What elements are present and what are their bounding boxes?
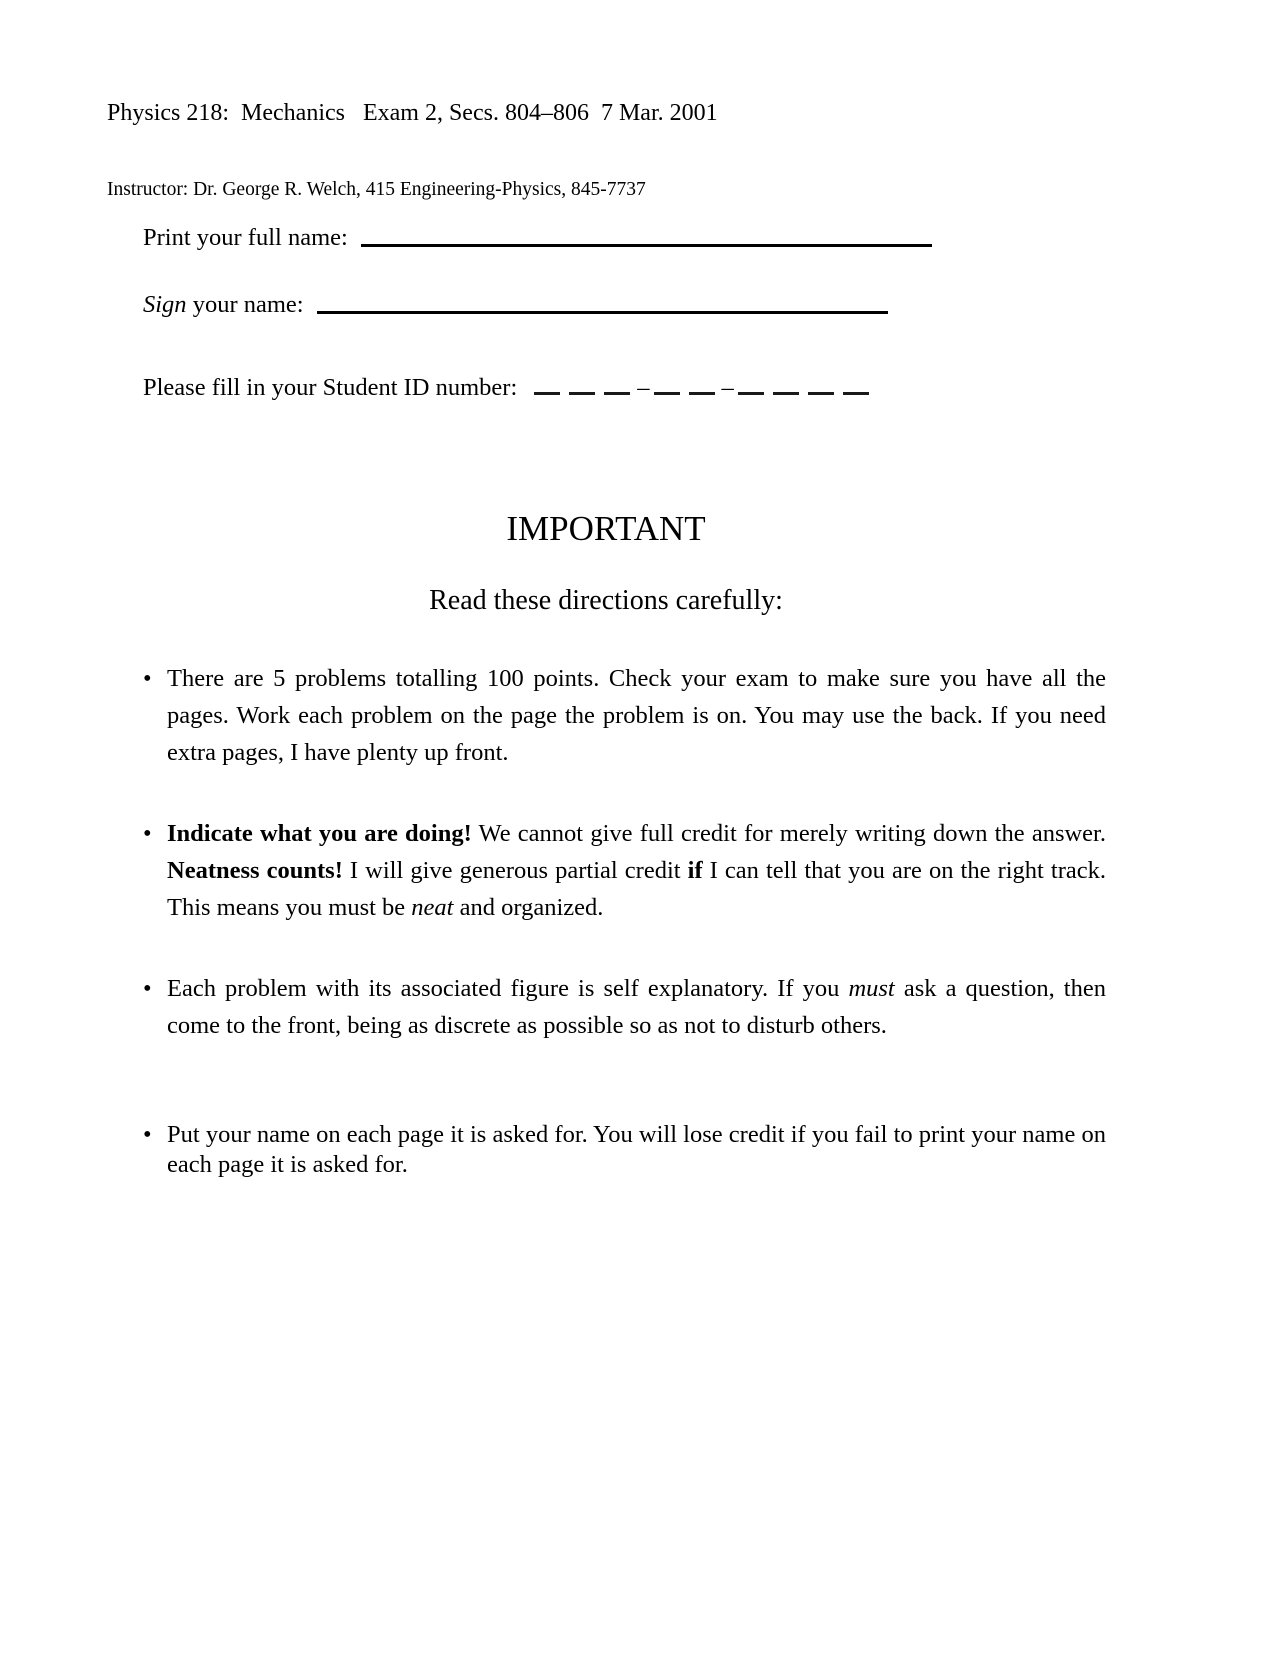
- direction-text: [167, 1121, 1106, 1178]
- bold-text: Indicate what you are doing!: [167, 820, 472, 847]
- id-group-separator: –: [637, 374, 650, 401]
- plain-text: There are 5 problems totalling 100 points. Check your exam to make sure you have all the pages. Work each problem on the page the problem is on. You may use the back. If you need extra pages, I have plenty up front.: [167, 665, 1106, 766]
- direction-text: [167, 975, 1106, 1039]
- id-group-separator: –: [721, 374, 734, 401]
- plain-text: Put your name on each page it is asked for. You will lose credit if you fail to print your name on each page it is asked for.: [167, 1121, 1106, 1178]
- id-digit-blank: [738, 391, 764, 395]
- id-digit-blank: [843, 391, 869, 395]
- bold-text: Neatness counts!: [167, 857, 343, 884]
- student-id-row: [143, 372, 878, 404]
- print-name-label: Print your full name:: [143, 224, 348, 251]
- plain-text: ask a question, then come to the front, being as discrete as possible so as not to disturb others.: [167, 975, 1106, 1039]
- direction-item: [143, 970, 1106, 1044]
- id-digit-blank: [689, 391, 715, 395]
- document-header: [107, 62, 718, 238]
- print-name-blank-line: [361, 222, 932, 247]
- plain-text: Each problem with its associated figure is self explanatory. If you: [167, 975, 849, 1002]
- plain-text: I can tell that you are on the right track. This means you must be: [167, 857, 1107, 921]
- course-title: Physics 218: Mechanics Exam 2, Secs. 804–806 7 Mar. 2001: [107, 100, 718, 126]
- id-digit-blank: [569, 391, 595, 395]
- direction-text: [167, 665, 1106, 766]
- id-digit-blank: [604, 391, 630, 395]
- plain-text: and organized.: [453, 894, 604, 921]
- id-digit-blank: [773, 391, 799, 395]
- direction-item: [143, 1120, 1106, 1180]
- italic-text: must: [848, 975, 895, 1002]
- plain-text: We cannot give full credit for merely writing down the answer.: [471, 820, 1106, 847]
- direction-item: [143, 660, 1106, 771]
- sign-rest: your name:: [186, 291, 304, 318]
- sign-name-blank-line: [317, 289, 888, 314]
- direction-text: [167, 820, 1106, 921]
- directions-list: [143, 660, 1106, 1224]
- student-id-label: Please fill in your Student ID number:: [143, 374, 518, 401]
- direction-item: [143, 815, 1106, 926]
- sign-name-row: [143, 289, 888, 321]
- sign-name-label: [143, 289, 304, 321]
- student-id-blanks: [534, 372, 878, 404]
- id-digit-blank: [808, 391, 834, 395]
- instructor-line: Instructor: Dr. George R. Welch, 415 Engineering-Physics, 845-7737: [107, 179, 646, 200]
- italic-text: neat: [411, 894, 454, 921]
- id-digit-blank: [654, 391, 680, 395]
- bullet-icon: •: [143, 820, 152, 847]
- bullet-icon: •: [143, 975, 152, 1002]
- bullet-icon: •: [143, 1121, 152, 1148]
- bullet-icon: •: [143, 665, 152, 692]
- directions-subtitle: Read these directions carefully:: [429, 585, 783, 616]
- plain-text: I will give generous partial credit: [342, 857, 688, 884]
- important-title: IMPORTANT: [506, 509, 706, 548]
- sign-word-italic: Sign: [143, 291, 187, 318]
- id-digit-blank: [534, 391, 560, 395]
- bold-text: if: [687, 857, 703, 884]
- print-name-row: [143, 222, 932, 254]
